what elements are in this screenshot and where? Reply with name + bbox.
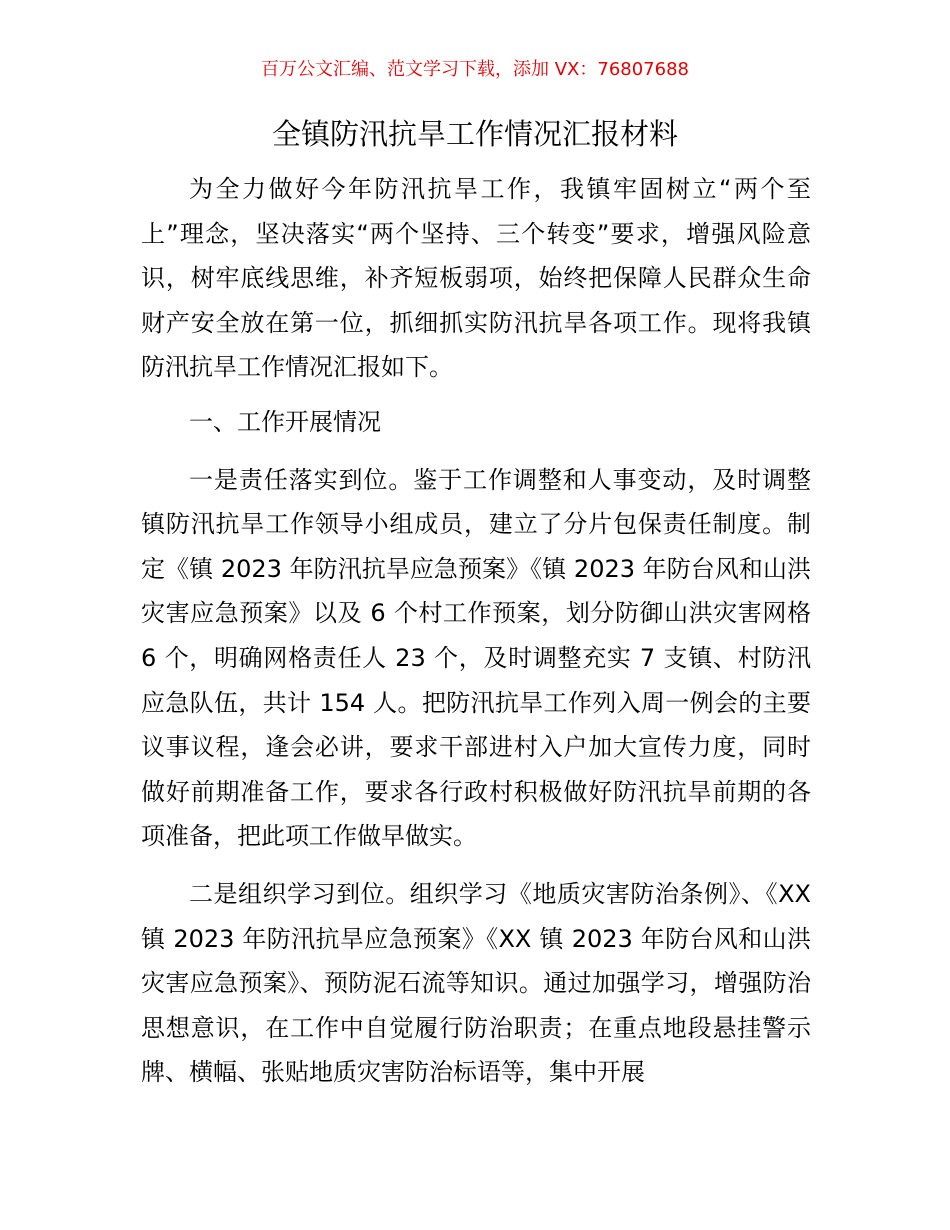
paragraph-study: 二是组织学习到位。组织学习《地质灾害防治条例》、《XX 镇 2023 年防汛抗旱应急预案》《XX 镇 2023 年防台风和山洪灾害应急预案》、预防泥石流等知识。通过加强学习，增强防治思想意识，在工作中自觉履行防治职责；在重点地段悬挂警示牌、横幅、张贴地质灾害防治标语等，集中开展 bbox=[141, 879, 811, 1087]
paragraph-responsibility: 一是责任落实到位。鉴于工作调整和人事变动，及时调整镇防汛抗旱工作领导小组成员，建立了分片包保责任制度。制定《镇 2023 年防汛抗旱应急预案》《镇 2023 年防台风和山洪灾害应急预案》以及 6 个村工作预案，划分防御山洪灾害网格 6 个，明确网格责任人 23 个，及时调整充实 7 支镇、村防汛应急队伍，共计 154 人。把防汛抗旱工作列入周一例会的主要议事议程，逢会必讲，要求干部进村入户加大宣传力度，同时做好前期准备工作，要求各行政村积极做好防汛抗旱前期的各项准备，把此项工作做早做实。 bbox=[141, 465, 811, 851]
section-heading: 一、工作开展情况 bbox=[189, 407, 381, 436]
page-title: 全镇防汛抗旱工作情况汇报材料 bbox=[271, 117, 678, 151]
intro-paragraph: 为全力做好今年防汛抗旱工作，我镇牢固树立“两个至上”理念，坚决落实“两个坚持、三个转变”要求，增强风险意识，树牢底线思维，补齐短板弱项，始终把保障人民群众生命财产安全放在第一位，抓细抓实防汛抗旱各项工作。现将我镇防汛抗旱工作情况汇报如下。 bbox=[141, 175, 811, 382]
promo-banner: 百万公文汇编、范文学习下载，添加 VX：76807688 bbox=[261, 59, 689, 80]
document-body bbox=[141, 167, 811, 1095]
